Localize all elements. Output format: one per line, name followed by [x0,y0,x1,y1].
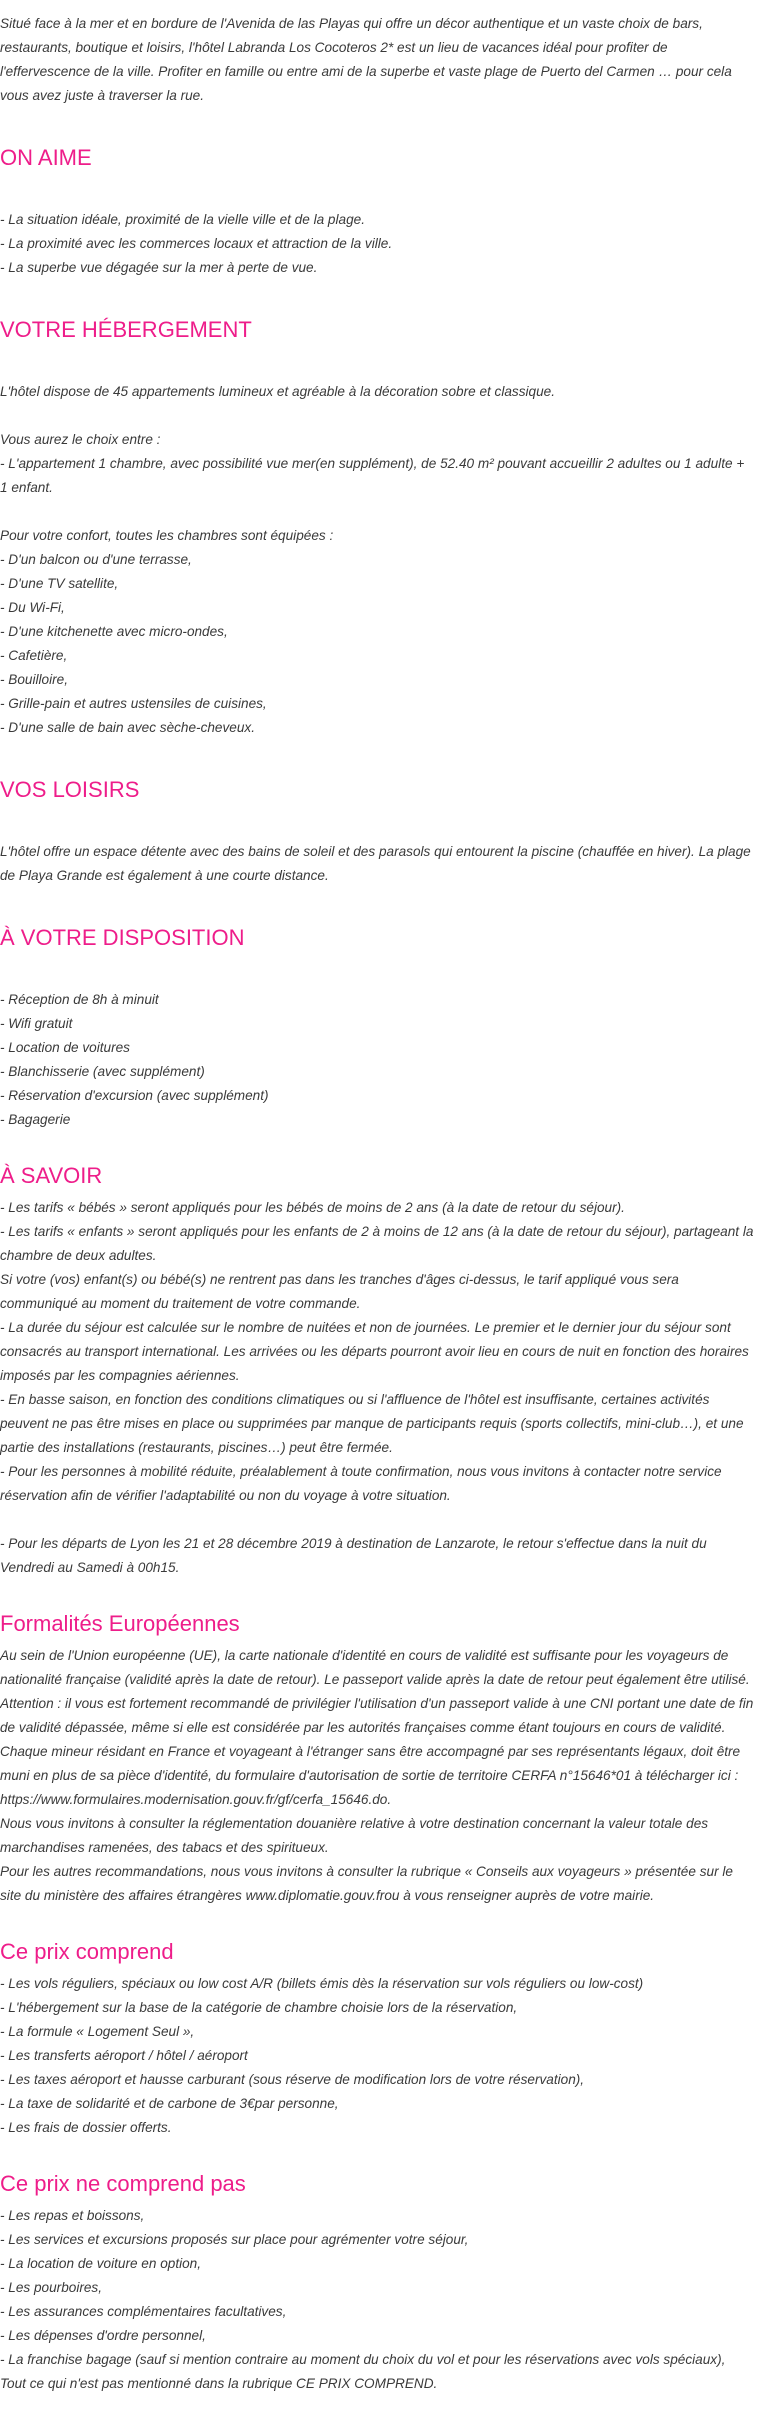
list-item: - La location de voiture en option, [0,2256,202,2271]
list-item: - D'une salle de bain avec sèche-cheveux. [0,720,255,735]
hebergement-intro: L'hôtel dispose de 45 appartements lumineux et agréable à la décoration sobre et classique. [0,384,556,399]
list-item: - Les services et excursions proposés sur place pour agrémenter votre séjour, [0,2232,469,2247]
list-item: - Grille-pain et autres ustensiles de cuisines, [0,696,267,711]
list-item: - Wifi gratuit [0,1016,73,1031]
list-item: - Du Wi-Fi, [0,600,65,615]
list-item: - Les repas et boissons, [0,2208,145,2223]
loisirs-text: L'hôtel offre un espace détente avec des bains de soleil et des parasols qui entourent la piscine (chauffée en hiver). La plage de Playa Grande est également à une courte distance. [0,844,751,883]
list-item: - La formule « Logement Seul », [0,2024,195,2039]
disposition-list [0,988,754,1132]
list-item: - Les pourboires, [0,2280,103,2295]
hebergement-choice-intro: Vous aurez le choix entre : [0,432,161,447]
list-item: - D'une kitchenette avec micro-ondes, [0,624,228,639]
list-item: - Pour les personnes à mobilité réduite, préalablement à toute confirmation, nous vous invitons à contacter notre service réservation afin de vérifier l'adaptabilité ou non du voyage à votre situation. [0,1464,722,1503]
section-title-on-aime: ON AIME [0,145,92,170]
cerfa-link[interactable]: https://www.formulaires.modernisation.gouv.fr/gf/cerfa_15646.do. [0,1792,392,1807]
list-item: - La proximité avec les commerces locaux et attraction de la ville. [0,236,393,251]
list-item: - Les tarifs « bébés » seront appliqués pour les bébés de moins de 2 ans (à la date de retour du séjour). [0,1200,625,1215]
savoir-list [0,1196,754,1508]
list-item: - D'un balcon ou d'une terrasse, [0,552,192,567]
list-item: Si votre (vos) enfant(s) ou bébé(s) ne rentrent pas dans les tranches d'âges ci-dessus, le tarif appliqué vous sera communiqué au moment du traitement de votre commande. [0,1272,679,1311]
section-title-disposition: À VOTRE DISPOSITION [0,925,245,950]
list-item: - Les transferts aéroport / hôtel / aéroport [0,2048,248,2063]
section-title-formalites: Formalités Européennes [0,1611,240,1636]
list-item: - Les frais de dossier offerts. [0,2120,172,2135]
hebergement-choice-item: - L'appartement 1 chambre, avec possibilité vue mer(en supplément), de 52.40 m² pouvant accueillir 2 adultes ou 1 adulte + 1 enfant. [0,456,745,495]
list-item: - Les tarifs « enfants » seront appliqués pour les enfants de 2 à moins de 12 ans (à la date de retour du séjour), partageant la chambre de deux adultes. [0,1224,754,1263]
list-item: - Les taxes aéroport et hausse carburant (sous réserve de modification lors de votre réservation), [0,2072,585,2087]
list-item: - Les dépenses d'ordre personnel, [0,2328,206,2343]
list-item: - Location de voitures [0,1040,130,1055]
hebergement-equip-intro: Pour votre confort, toutes les chambres sont équipées : [0,528,334,543]
section-title-hebergement: VOTRE HÉBERGEMENT [0,317,252,342]
list-item: - L'hébergement sur la base de la catégorie de chambre choisie lors de la réservation, [0,2000,518,2015]
list-item: - D'une TV satellite, [0,576,119,591]
list-item: - Réception de 8h à minuit [0,992,159,1007]
ne-comprend-list [0,2204,754,2396]
list-item: - Bagagerie [0,1112,71,1127]
equipment-list [0,548,754,740]
list-item: - Blanchisserie (avec supplément) [0,1064,205,1079]
list-item: - Cafetière, [0,648,68,663]
list-item: Tout ce qui n'est pas mentionné dans la rubrique CE PRIX COMPREND. [0,2376,438,2391]
list-item: - La situation idéale, proximité de la vielle ville et de la plage. [0,212,365,227]
section-title-comprend: Ce prix comprend [0,1939,174,1964]
list-item: - La durée du séjour est calculée sur le nombre de nuitées et non de journées. Le premier et le dernier jour du séjour sont consacrés au transport international. Les arrivées ou les départs pourront avoir lieu en cours de nuit en fonction des horaires imposés par les compagnies aériennes. [0,1320,749,1383]
list-item: - Bouilloire, [0,672,68,687]
on-aime-list [0,208,754,280]
list-item: - La superbe vue dégagée sur la mer à perte de vue. [0,260,318,275]
section-title-ne-comprend: Ce prix ne comprend pas [0,2171,246,2196]
list-item: - La taxe de solidarité et de carbone de 3€par personne, [0,2096,339,2111]
section-title-loisirs: VOS LOISIRS [0,777,140,802]
comprend-list [0,1972,754,2140]
list-item: - En basse saison, en fonction des conditions climatiques ou si l'affluence de l'hôtel est insuffisante, certaines activités peuvent ne pas être mises en place ou supprimées par manque de participants requis (sports collectifs, mini-club…), et une partie des installations (restaurants, piscines…) peut être fermée. [0,1392,744,1455]
savoir-lyon-note: - Pour les départs de Lyon les 21 et 28 décembre 2019 à destination de Lanzarote, le retour s'effectue dans la nuit du Vendredi au Samedi à 00h15. [0,1536,707,1575]
list-item: - La franchise bagage (sauf si mention contraire au moment du choix du vol et pour les réservations avec vols spéciaux), [0,2352,726,2367]
list-item: - Réservation d'excursion (avec supplément) [0,1088,269,1103]
section-title-savoir: À SAVOIR [0,1163,103,1188]
formalites-paragraph: Au sein de l'Union européenne (UE), la carte nationale d'identité en cours de validité est suffisante pour les voyageurs de nationalité française (validité après la date de retour). Le passeport valide après la date de retour peut également être utilisé. Attention : il vous est fortement recommandé de privilégier l'utilisation d'un passeport valide à une CNI portant une date de fin de validité dépassée, même si elle est considérée par les autorités françaises comme étant toujours en cours de validité. Chaque mineur résidant en France et voyageant à l'étranger sans être accompagné par ses représentants légaux, doit être muni en plus de sa pièce d'identité, du formulaire d'autorisation de sortie de territoire CERFA n°15646*01 à télécharger ici : [0,1648,754,1783]
list-item: - Les assurances complémentaires facultatives, [0,2304,287,2319]
list-item: - Les vols réguliers, spéciaux ou low cost A/R (billets émis dès la réservation sur vols réguliers ou low-cost) [0,1976,644,1991]
formalites-recommandations: Pour les autres recommandations, nous vous invitons à consulter la rubrique « Conseils aux voyageurs » présentée sur le site du ministère des affaires étrangères www.diplomatie.gouv.frou à vous renseigner auprès de votre mairie. [0,1864,733,1903]
intro-paragraph: Situé face à la mer et en bordure de l'Avenida de las Playas qui offre un décor authentique et un vaste choix de bars, restaurants, boutique et loisirs, l'hôtel Labranda Los Cocoteros 2* est un lieu de vacances idéal pour profiter de l'effervescence de la ville. Profiter en famille ou entre ami de la superbe et vaste plage de Puerto del Carmen … pour cela vous avez juste à traverser la rue. [0,16,732,103]
formalites-douane: Nous vous invitons à consulter la réglementation douanière relative à votre destination concernant la valeur totale des marchandises ramenées, des tabacs et des spiritueux. [0,1816,709,1855]
